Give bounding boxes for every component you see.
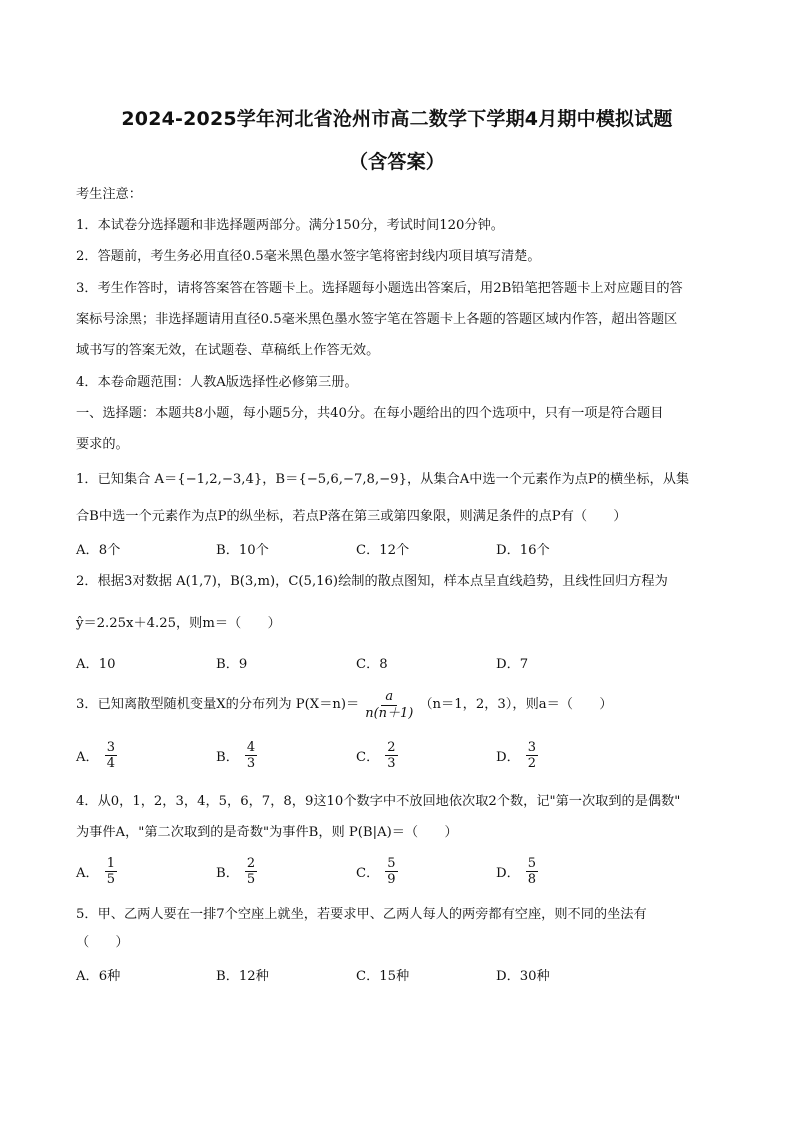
q3-option-a-denominator: 4 xyxy=(106,756,115,771)
q5-stem-line2: （ ） xyxy=(76,935,129,950)
q4-option-b-fraction xyxy=(245,856,257,887)
notice-item-2: 2．答题前，考生务必用直径0.5毫米黑色墨水签字笔将密封线内项目填写清楚。 xyxy=(76,249,541,264)
q3-option-b-numerator: 4 xyxy=(246,740,256,755)
q3-option-b-denominator: 3 xyxy=(246,756,256,771)
exam-title: 2024-2025学年河北省沧州市高二数学下学期4月期中模拟试题 xyxy=(121,108,673,130)
notice-item-3b: 案标号涂黑；非选择题请用直径0.5毫米黑色墨水签字笔在答题卡上各题的答题区域内作答，超出答题区 xyxy=(76,312,678,327)
q1-option-b: B．10个 xyxy=(216,543,269,558)
q5-stem-line1: 5．甲、乙两人要在一排7个空座上就坐，若要求甲、乙两人每人的两旁都有空座，则不同的坐法有 xyxy=(76,907,647,922)
q2-option-c: C．8 xyxy=(356,657,388,672)
q4-option-d-denominator: 8 xyxy=(527,872,537,887)
q3-option-a-numerator: 3 xyxy=(106,740,115,755)
section-heading: 一、选择题：本题共8小题，每小题5分，共40分。在每小题给出的四个选项中，只有一项是符合题目 xyxy=(76,406,664,421)
q4-option-d-fraction xyxy=(526,856,538,887)
section-heading-cont: 要求的。 xyxy=(76,437,129,452)
q4-option-b-denominator: 5 xyxy=(246,872,256,887)
q3-option-a-fraction xyxy=(105,740,117,771)
q1-stem-line1: 1．已知集合 A＝{−1,2,−3,4}，B＝{−5,6,−7,8,−9}，从集合A中选一个元素作为点P的横坐标，从集 xyxy=(76,472,690,487)
q5-option-b: B．12种 xyxy=(216,969,269,984)
q4-option-b-label: B． xyxy=(216,866,239,881)
q3-option-d xyxy=(496,740,538,771)
q3-options xyxy=(76,740,721,780)
q5-option-a: A．6种 xyxy=(76,969,121,984)
q4-option-a-label: A． xyxy=(76,866,99,881)
q1-option-c: C．12个 xyxy=(356,543,410,558)
q4-option-a xyxy=(76,856,117,887)
q2-stem-line2: ŷ＝2.25x＋4.25，则m＝（ ） xyxy=(76,616,281,631)
notice-item-1: 1．本试卷分选择题和非选择题两部分。满分150分，考试时间120分钟。 xyxy=(76,218,504,233)
q4-option-c-fraction xyxy=(385,856,397,887)
q2-option-d: D．7 xyxy=(496,657,529,672)
notice-item-4: 4．本卷命题范围：人教A版选择性必修第三册。 xyxy=(76,375,358,390)
q3-fraction-denominator: n(n＋1) xyxy=(365,705,414,721)
q3-stem-prefix: 3．已知离散型随机变量X的分布列为 P(X＝n)＝ xyxy=(76,697,360,712)
q4-option-d-label: D． xyxy=(496,866,520,881)
notice-heading: 考生注意： xyxy=(76,187,142,202)
q3-option-b-label: B． xyxy=(216,750,239,765)
q4-option-c-denominator: 9 xyxy=(387,872,396,887)
exam-subtitle: （含答案） xyxy=(348,151,445,173)
q4-option-d-numerator: 5 xyxy=(527,856,537,871)
q3-stem-suffix: （n＝1，2，3），则a＝（ ） xyxy=(419,697,613,712)
q1-option-a: A．8个 xyxy=(76,543,121,558)
q5-options xyxy=(76,965,721,1005)
q3-option-b-fraction xyxy=(245,740,257,771)
q3-option-d-numerator: 3 xyxy=(527,740,537,755)
q3-option-c-numerator: 2 xyxy=(387,740,396,755)
q3-option-b xyxy=(216,740,257,771)
notice-item-3a: 3．考生作答时，请将答案答在答题卡上。选择题每小题选出答案后，用2B铅笔把答题卡上对应题目的答 xyxy=(76,281,683,296)
q1-stem-line2: 合B中选一个元素作为点P的纵坐标，若点P落在第三或第四象限，则满足条件的点P有（ ） xyxy=(76,509,627,524)
q4-stem-line2: 为事件A，"第二次取到的是奇数"为事件B，则 P(B|A)＝（ ） xyxy=(76,825,458,840)
q2-stem-line1: 2．根据3对数据 A(1,7)，B(3,m)，C(5,16)绘制的散点图知，样本点呈直线趋势，且线性回归方程为 xyxy=(76,574,668,589)
q5-option-c: C．15种 xyxy=(356,969,410,984)
q3-stem-fraction xyxy=(361,689,417,722)
q4-option-c xyxy=(356,856,398,887)
q4-option-a-numerator: 1 xyxy=(106,856,115,871)
q3-fraction-numerator: a xyxy=(381,689,397,706)
q1-option-d: D．16个 xyxy=(496,543,550,558)
q4-options xyxy=(76,856,721,896)
q3-option-c-label: C． xyxy=(356,750,380,765)
q3-option-d-fraction xyxy=(526,740,538,771)
q3-option-c-denominator: 3 xyxy=(387,756,396,771)
q5-option-d: D．30种 xyxy=(496,969,550,984)
q4-option-a-denominator: 5 xyxy=(106,872,115,887)
q4-option-a-fraction xyxy=(105,856,117,887)
q4-option-c-numerator: 5 xyxy=(387,856,396,871)
q3-option-c-fraction xyxy=(385,740,397,771)
q3-option-c xyxy=(356,740,398,771)
q2-option-a: A．10 xyxy=(76,657,116,672)
q3-option-d-label: D． xyxy=(496,750,520,765)
notice-item-3c: 域书写的答案无效，在试题卷、草稿纸上作答无效。 xyxy=(76,343,380,358)
q4-stem-line1: 4．从0，1，2，3，4，5，6，7，8，9这10个数字中不放回地依次取2个数，记"第一次取到的是偶数" xyxy=(76,794,681,809)
q3-option-a xyxy=(76,740,117,771)
q3-stem xyxy=(76,687,721,723)
q4-option-b-numerator: 2 xyxy=(246,856,256,871)
q3-option-d-denominator: 2 xyxy=(527,756,537,771)
q4-option-d xyxy=(496,856,538,887)
q4-option-b xyxy=(216,856,257,887)
q3-option-a-label: A． xyxy=(76,750,99,765)
q2-option-b: B．9 xyxy=(216,657,248,672)
q4-option-c-label: C． xyxy=(356,866,380,881)
